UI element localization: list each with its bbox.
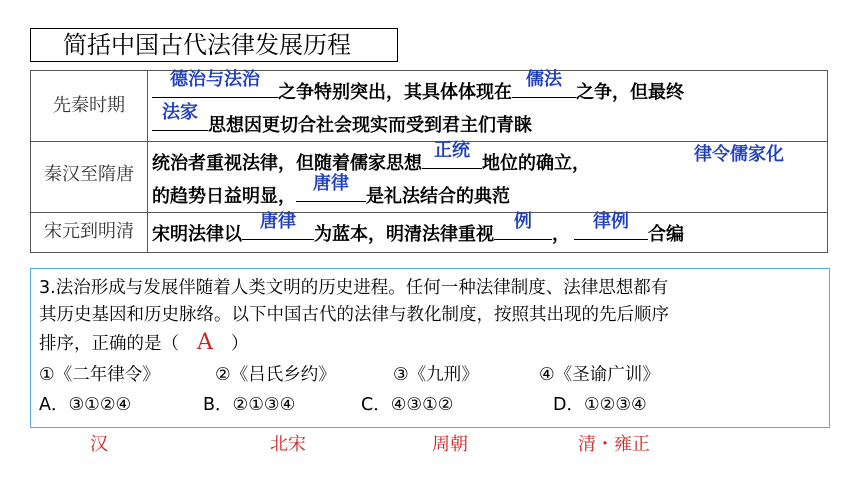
annotation-han: 汉	[90, 434, 108, 455]
question-text: ）	[231, 334, 249, 354]
period-cell: 秦汉至隋唐	[31, 142, 148, 213]
desc-text: 之争特别突出，其具体体现在	[278, 82, 512, 103]
answer-text: 唐律	[260, 211, 296, 232]
answer-blank	[152, 102, 208, 131]
desc-text: 宋明法律以	[152, 224, 242, 245]
answer-text: 唐律	[313, 173, 349, 194]
desc-text: 合编	[648, 224, 684, 245]
section-title: 简括中国古代法律发展历程	[30, 28, 398, 62]
question-stem	[39, 275, 829, 358]
description-cell	[148, 213, 828, 253]
answer-text: 德治与法治	[170, 69, 260, 90]
desc-text: 的趋势日益明显，	[152, 186, 296, 207]
table-row	[31, 213, 828, 253]
desc-text: 思想因更切合社会现实而受到君主们青睐	[208, 115, 532, 136]
option-c[interactable]: C．④③①②	[361, 395, 454, 415]
table-row	[31, 71, 828, 142]
answer-blank	[422, 140, 482, 169]
annotation-qing-yongzheng: 清・雍正	[578, 434, 650, 455]
option-a[interactable]: A．③①②④	[39, 395, 132, 415]
answer-blank	[512, 69, 576, 98]
law-history-table	[30, 70, 828, 253]
answer-blank	[242, 211, 314, 240]
answer-text: 例	[514, 211, 532, 232]
desc-text: 是礼法结合的典范	[366, 186, 510, 207]
desc-text: 地位的确立，	[482, 153, 590, 174]
answer-blank	[574, 211, 648, 240]
answer-choice: A	[197, 330, 213, 355]
question-box	[30, 268, 830, 428]
desc-line	[152, 102, 827, 141]
period-cell: 宋元到明清	[31, 213, 148, 253]
floating-answer: 律令儒家化	[694, 144, 784, 165]
answer-slot	[179, 329, 231, 358]
item-3: ③《九刑》	[393, 365, 479, 385]
period-cell: 先秦时期	[31, 71, 148, 142]
item-4: ④《圣谕广训》	[539, 365, 660, 385]
table-row	[31, 142, 828, 213]
desc-line	[152, 173, 827, 212]
question-text: 排序，正确的是（	[39, 334, 179, 354]
item-2: ②《吕氏乡约》	[215, 365, 336, 385]
item-1: ①《二年律令》	[39, 365, 160, 385]
question-line: 3.法治形成与发展伴随着人类文明的历史进程。任何一种法律制度、法律思想都有	[39, 278, 669, 298]
annotation-northern-song: 北宋	[270, 434, 306, 455]
answer-text: 律例	[593, 211, 629, 232]
desc-text: ，	[552, 224, 570, 245]
desc-text: 为蓝本，明清法律重视	[314, 224, 494, 245]
answer-blank	[494, 211, 552, 240]
option-d[interactable]: D．①②③④	[553, 395, 647, 415]
answer-blank	[296, 173, 366, 202]
option-b[interactable]: B．②①③④	[203, 395, 296, 415]
answer-blank	[152, 69, 278, 98]
description-cell	[148, 142, 828, 213]
question-line: 其历史基因和历史脉络。以下中国古代的法律与教化制度，按照其出现的先后顺序	[39, 305, 669, 325]
desc-line	[152, 69, 827, 108]
description-cell	[148, 71, 828, 142]
answer-text: 儒法	[526, 69, 562, 90]
desc-line	[152, 211, 827, 250]
answer-text: 法家	[162, 102, 198, 123]
desc-text: 统治者重视法律，但随着儒家思想	[152, 153, 422, 174]
answer-text: 正统	[434, 140, 470, 161]
question-line	[39, 329, 829, 358]
desc-text: 之争，但最终	[576, 82, 684, 103]
annotation-zhou: 周朝	[432, 434, 468, 455]
